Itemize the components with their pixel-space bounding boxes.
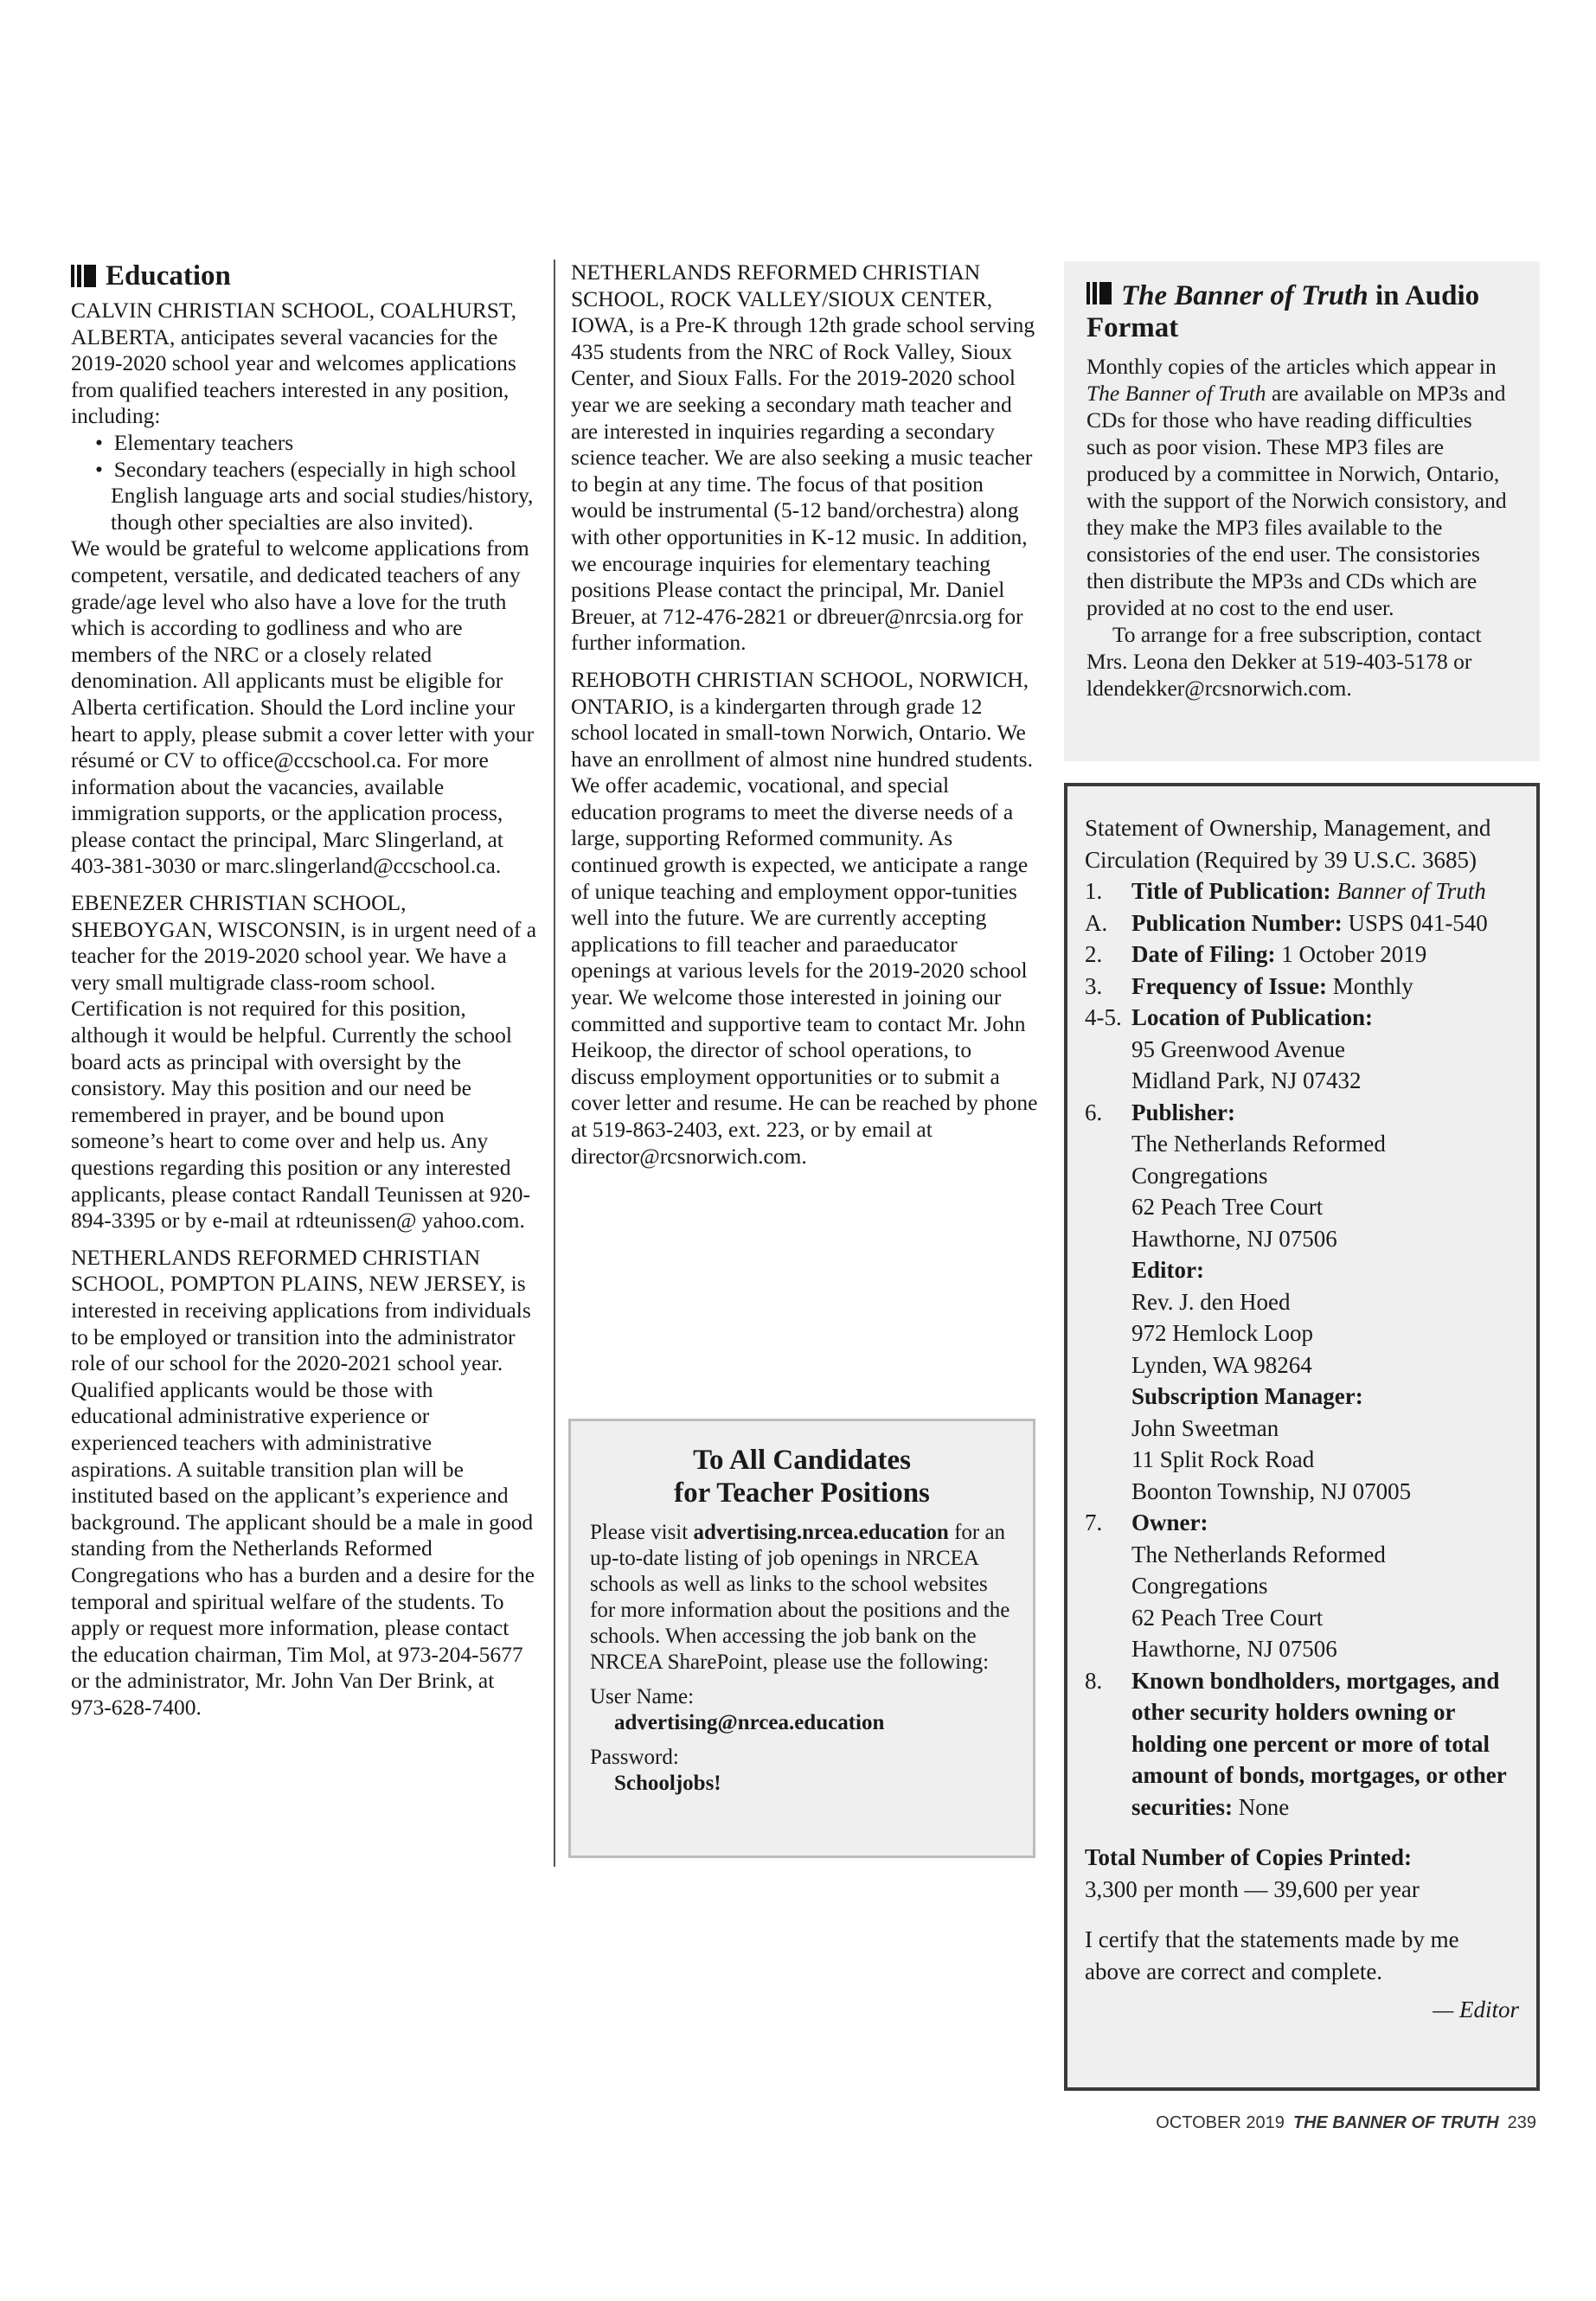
calvin-positions (71, 430, 538, 535)
statement-item: 6. Publisher: (1085, 1099, 1236, 1125)
section-bars-icon (71, 265, 97, 287)
statement-item: 8. Known bondholders, mortgages, and other security holders owning or holding one percent or more of total amount of bonds, mortgages, or other securities: None (1085, 1667, 1507, 1820)
footer-month: OCTOBER 2019 (1156, 2113, 1285, 2132)
section-bars-icon (1086, 282, 1112, 304)
rockvalley-listing (571, 260, 1038, 657)
candidates-box (568, 1419, 1035, 1858)
audio-heading: The Banner of Truth in Audio Format (1086, 280, 1480, 343)
statement-item: 7. Owner: (1085, 1509, 1208, 1535)
candidates-site-link[interactable]: advertising.nrcea.education (693, 1521, 949, 1544)
statement-item: 1. Title of Publication: Banner of Truth (1085, 878, 1486, 904)
certification-text: I certify that the statements made by me above are correct and complete. (1085, 1926, 1459, 1984)
pompton-listing (71, 1245, 538, 1721)
statement-intro: Statement of Ownership, Management, and Circulation (Required by 39 U.S.C. 3685) (1085, 815, 1491, 873)
footer-magazine: THE BANNER OF TRUTH (1292, 2113, 1499, 2132)
ownership-statement: Statement of Ownership, Management, and Circulation (Required by 39 U.S.C. 3685) 1. Title of Publication: Banner of Truth A. Publication Number: USPS 041-540 2. Date of Filing: 1 October 2019 3. Frequency of Issue: Monthly 4-5. Location of Publication: 95 Greenwood Avenue Midland Park, NJ 07432 6. Publisher: The Netherlands Reformed Congregations 62 Peach Tree Court Hawthorne, NJ 07506 Editor: Rev. J. den Hoed 972 Hemlock Loop Lynden, WA 98264 Subscription Manager: John Sweetman 11 Split Rock Road Boonton Township, NJ 07005 7. Owner: The Netherlands Reformed Congregations 62 Peach Tree Court Hawthorne, NJ 07506 8. Known bondholders, mortgages, and other security holders owning or holding one percent or more of total amount of bonds, mortgages, or other securities: None Total Number of Copies Printed: 3,300 per month — 39,600 per year I certify that the statements made by me above are correct and complete. — Editor (1064, 783, 1540, 2091)
candidates-intro: Please visit advertising.nrcea.education for an up-to-date listing of job openings in NRCEA schools as well as links to the school websites for more information about the positions and the schools. When accessing the job bank on the NRCEA SharePoint, please use the following: (590, 1521, 1010, 1674)
calvin-intro: CALVIN CHRISTIAN SCHOOL, COALHURST, ALBERTA, anticipates several vacancies for the 2019-2020 school year and welcomes applications from qualified teachers interested in any position, including: (71, 298, 516, 429)
education-heading: Education (71, 260, 538, 292)
calvin-details: We would be grateful to welcome applications from competent, versatile, and dedicated teachers of any grade/age level who also have a love for the truth which is according to godliness and who are members of the NRC or a closely related denomination. All applicants must be eligible for Alberta certification. Should the Lord incline your heart to apply, please submit a cover letter with your résumé or CV to office@ccschool.ca. For more information about the vacancies, available immigration supports, or the application process, please contact the principal, Marc Slingerland, at 403-381-3030 or marc.slingerland@ccschool.ca. (71, 535, 535, 879)
list-item: • Elementary teachers (71, 430, 538, 457)
audio-format-box (1064, 261, 1540, 761)
username-block: User Name: advertising@nrcea.education (590, 1685, 885, 1734)
education-column-left (71, 260, 538, 1721)
audio-description: Monthly copies of the articles which appear in The Banner of Truth are available on MP3s and CDs for those who have reading difficulties such as poor vision. These MP3 files are produced by a committee in Norwich, Ontario, with the support of the Norwich consistory, and they make the MP3 files available to the consistories of the end user. The consistories then distribute the MP3s and CDs which are provided at no cost to the end user. (1086, 354, 1507, 620)
audio-subscription: To arrange for a free subscription, contact Mrs. Leona den Dekker at 519-403-5178 or ldendekker@rcsnorwich.com. (1086, 622, 1482, 701)
calvin-listing (71, 298, 538, 880)
ebenezer-text: EBENEZER CHRISTIAN SCHOOL, SHEBOYGAN, WISCONSIN, is in urgent need of a teacher for the 2019-2020 school year. We have a very small multigrade class-room school. Certification is not required for this position, although it would be helpful. Currently the school board acts as principal with oversight by the consistory. May this position and our need be remembered in prayer, and be bound upon someone’s heart to come over and help us. Any questions regarding this position or any interested applicants, please contact Randall Teunissen at 920-894-3395 or by e-mail at rdteunissen@ yahoo.com. (71, 890, 537, 1234)
education-column-middle (571, 260, 1038, 1170)
statement-item: 4-5. Location of Publication: (1085, 1004, 1374, 1030)
ebenezer-listing (71, 890, 538, 1234)
page-footer (1156, 2113, 1536, 2133)
page-number: 239 (1507, 2113, 1536, 2132)
username-value: advertising@nrcea.education (614, 1711, 885, 1734)
rehoboth-listing (571, 667, 1038, 1170)
editor-signature: — Editor (1433, 1997, 1519, 2022)
rehoboth-text: REHOBOTH CHRISTIAN SCHOOL, NORWICH, ONTARIO, is a kindergarten through grade 12 school located in small-town Norwich, Ontario. We have an enrollment of almost nine hundred students. We offer academic, vocational, and special education programs to meet the diverse needs of a large, supporting Reformed community. As continued growth is expected, we anticipate a range of unique teaching and employment oppor-tunities well into the future. We are currently accepting applications to fill teacher and paraeducator openings at various levels for the 2019-2020 school year. We welcome those interested in joining our committed and supportive team to contact Mr. John Heikoop, the director of school operations, to discuss employment opportunities or to submit a cover letter and resume. He can be reached by phone at 519-863-2403, ext. 223, or by email at director@rcsnorwich.com. (571, 666, 1038, 1169)
column-divider (554, 260, 555, 1867)
statement-item: 3. Frequency of Issue: Monthly (1085, 972, 1413, 999)
statement-item: A. Publication Number: USPS 041-540 (1085, 909, 1488, 936)
candidates-title: To All Candidates for Teacher Positions (674, 1445, 930, 1509)
copies-value: 3,300 per month — 39,600 per year (1085, 1875, 1420, 1902)
list-item: • Secondary teachers (especially in high school English language arts and social studies/history, though other specialties are also invited). (71, 457, 538, 536)
copies-label: Total Number of Copies Printed: (1085, 1844, 1412, 1870)
pompton-text: NETHERLANDS REFORMED CHRISTIAN SCHOOL, POMPTON PLAINS, NEW JERSEY, is interested in receiving applications from individuals to be employed or transition into the administrator role of our school for the 2020-2021 school year. Qualified applicants would be those with educational administrative experience or experienced teachers with administrative aspirations. A suitable transition plan will be instituted based on the applicant’s experience and background. The applicant should be a male in good standing from the Netherlands Reformed Congregations who has a burden and a desire for the temporal and spiritual welfare of the students. To apply or request more information, please contact the education chairman, Tim Mol, at 973-204-5677 or the administrator, Mr. John Van Der Brink, at 973-628-7400. (71, 1244, 535, 1720)
statement-item: 2. Date of Filing: 1 October 2019 (1085, 941, 1427, 967)
password-block: Password: Schooljobs! (590, 1746, 721, 1795)
password-value: Schooljobs! (614, 1772, 721, 1795)
rockvalley-text: NETHERLANDS REFORMED CHRISTIAN SCHOOL, ROCK VALLEY/SIOUX CENTER, IOWA, is a Pre-K through 12th grade school serving 435 students from the NRC of Rock Valley, Sioux Center, and Sioux Falls. For the 2019-2020 school year we are seeking a secondary math teacher and are interested in inquiries regarding a secondary science teacher. We are also seeking a music teacher to begin at any time. The focus of that position would be instrumental (5-12 band/orchestra) along with other opportunities in K-12 music. In addition, we encourage inquiries for elementary teaching positions Please contact the principal, Mr. Daniel Breuer, at 712-476-2821 or dbreuer@nrcsia.org for further information. (571, 260, 1035, 656)
